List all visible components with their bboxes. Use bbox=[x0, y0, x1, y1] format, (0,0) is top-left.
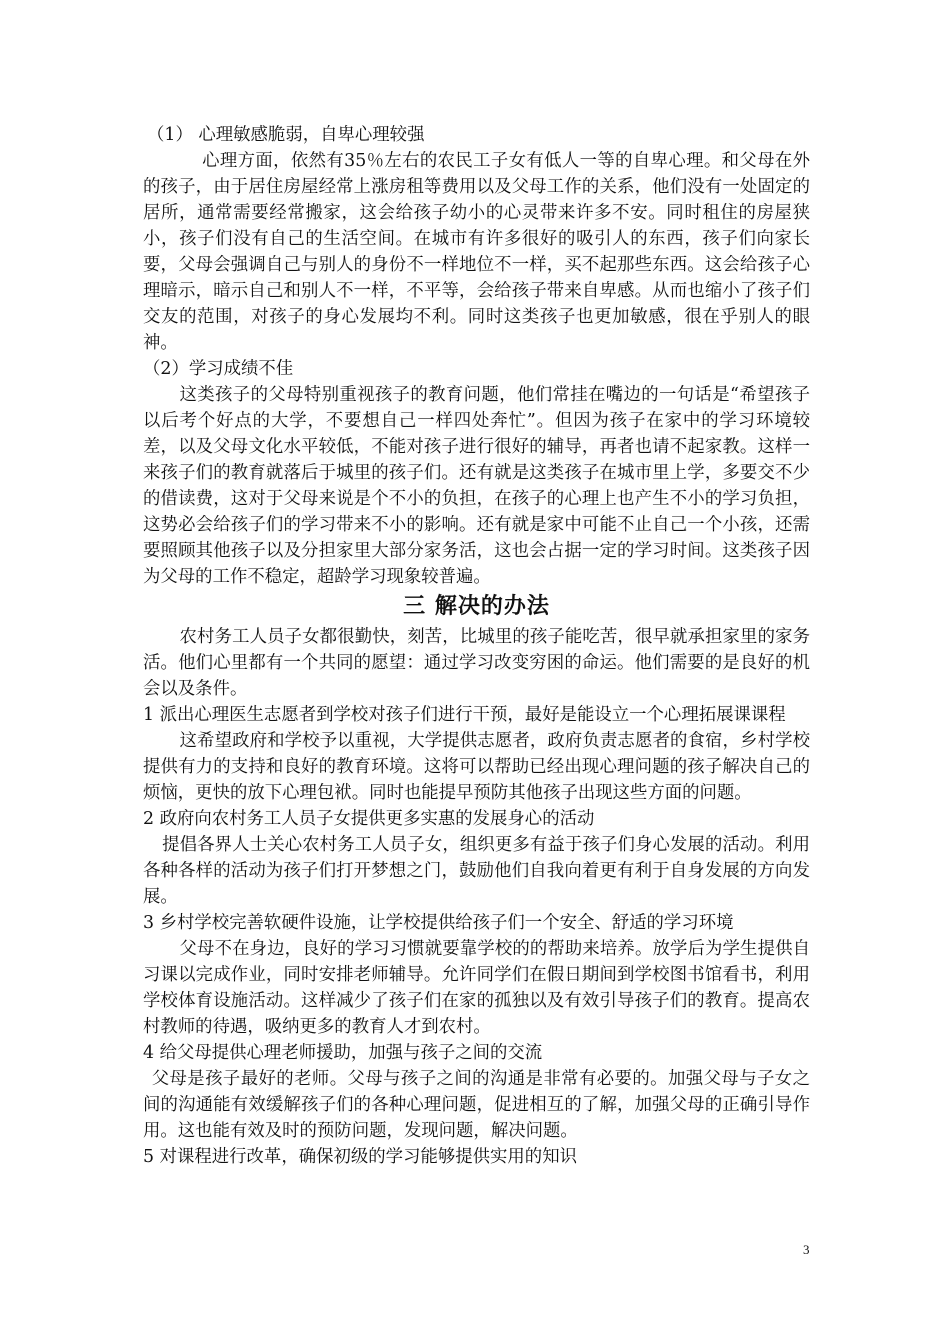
paragraph-solutions-intro: 农村务工人员子女都很勤快，刻苦，比城里的孩子能吃苦，很早就承担家里的家务活。他们心里都有一个共同的愿望：通过学习改变穷困的命运。他们需要的是良好的机会以及条件。 bbox=[143, 627, 810, 699]
section-title-solutions: 三 解决的办法 bbox=[403, 594, 550, 619]
solution-item-1: 1 派出心理医生志愿者到学校对孩子们进行干预，最好是能设立一个心理拓展课课程 bbox=[143, 705, 786, 725]
page-number: 3 bbox=[803, 1242, 810, 1257]
paragraph-solution-3: 父母不在身边，良好的学习习惯就要靠学校的的帮助来培养。放学后为学生提供自习课以完成作业，同时安排老师辅导。允许同学们在假日期间到学校图书馆看书，利用学校体育设施活动。这样减少了孩子们在家的孤独以及有效引导孩子们的教育。提高农村教师的待遇，吸纳更多的教育人才到农村。 bbox=[143, 939, 810, 1037]
paragraph-solution-1: 这希望政府和学校予以重视，大学提供志愿者，政府负责志愿者的食宿，乡村学校提供有力的支持和良好的教育环境。这将可以帮助已经出现心理问题的孩子解决自己的烦恼，更快的放下心理包袱。同时也能提早预防其他孩子出现这些方面的问题。 bbox=[143, 731, 810, 803]
paragraph-solution-2: 提倡各界人士关心农村务工人员子女，组织更多有益于孩子们身心发展的活动。利用各种各样的活动为孩子们打开梦想之门，鼓励他们自我向着更有利于自身发展的方向发展。 bbox=[143, 835, 810, 907]
solution-item-4: 4 给父母提供心理老师援助，加强与孩子之间的交流 bbox=[143, 1043, 543, 1063]
paragraph-study-results: 这类孩子的父母特别重视孩子的教育问题，他们常挂在嘴边的一句话是“希望孩子以后考个好点的大学，不要想自己一样四处奔忙”。但因为孩子在家中的学习环境较差，以及父母文化水平较低，不能对孩子进行很好的辅导，再者也请不起家教。这样一来孩子们的教育就落后于城里的孩子们。还有就是这类孩子在城市里上学，多要交不少的借读费，这对于父母来说是个不小的负担，在孩子的心理上也产生不小的学习负担，这势必会给孩子们的学习带来不小的影响。还有就是家中可能不止自己一个小孩，还需要照顾其他孩子以及分担家里大部分家务活，这也会占据一定的学习时间。这类孩子因为父母的工作不稳定，超龄学习现象较普遍。 bbox=[143, 385, 810, 587]
document-body bbox=[143, 122, 810, 1170]
solution-item-3: 3 乡村学校完善软硬件设施，让学校提供给孩子们一个安全、舒适的学习环境 bbox=[143, 913, 734, 933]
solution-item-2: 2 政府向农村务工人员子女提供更多实惠的发展身心的活动 bbox=[143, 809, 595, 829]
solution-item-5: 5 对课程进行改革，确保初级的学习能够提供实用的知识 bbox=[143, 1147, 577, 1167]
subheading-study-results: （2）学习成绩不佳 bbox=[143, 359, 294, 379]
paragraph-psychology: 心理方面，依然有35％左右的农民工子女有低人一等的自卑心理。和父母在外的孩子，由于居住房屋经常上涨房租等费用以及父母工作的关系，他们没有一处固定的居所，通常需要经常搬家，这会给孩子幼小的心灵带来许多不安。同时租住的房屋狭小，孩子们没有自己的生活空间。在城市有许多很好的吸引人的东西，孩子们向家长要，父母会强调自己与别人的身份不一样地位不一样，买不起那些东西。这会给孩子心理暗示，暗示自己和别人不一样，不平等，会给孩子带来自卑感。从而也缩小了孩子们交友的范围，对孩子的身心发展均不利。同时这类孩子也更加敏感，很在乎别人的眼神。 bbox=[143, 151, 810, 353]
subheading-psychology: （1） 心理敏感脆弱，自卑心理较强 bbox=[147, 125, 425, 145]
paragraph-solution-4: 父母是孩子最好的老师。父母与孩子之间的沟通是非常有必要的。加强父母与子女之间的沟通能有效缓解孩子们的各种心理问题，促进相互的了解，加强父母的正确引导作用。这也能有效及时的预防问题，发现问题，解决问题。 bbox=[143, 1069, 810, 1141]
